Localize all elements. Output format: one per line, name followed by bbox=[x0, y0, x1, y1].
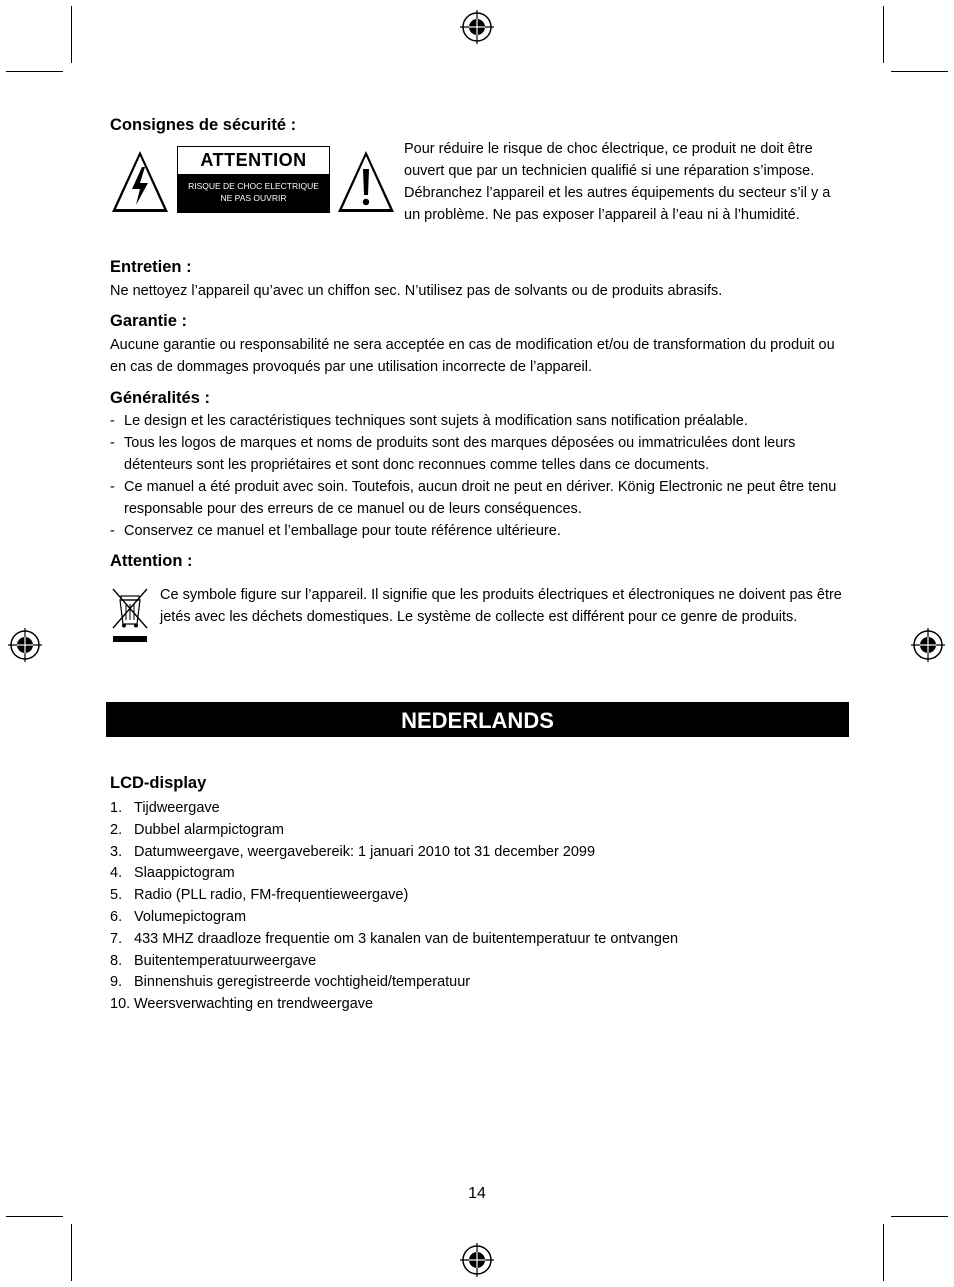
registration-mark-icon bbox=[8, 628, 42, 662]
list-bullet: - bbox=[110, 435, 115, 451]
page-number: 14 bbox=[468, 1185, 486, 1202]
list-item-text: Radio (PLL radio, FM-frequentieweergave) bbox=[134, 887, 409, 904]
entretien-text: Ne nettoyez l’appareil qu’avec un chiffon sec. N’utilisez pas de solvants ou de produits abrasifs. bbox=[110, 283, 723, 299]
attention-label-warning bbox=[178, 174, 329, 212]
list-item-text: Datumweergave, weergavebereik: 1 januari 2010 tot 31 december 2099 bbox=[134, 843, 596, 860]
list-item bbox=[110, 994, 678, 1016]
list-item bbox=[110, 972, 678, 994]
list-item-text: 433 MHZ draadloze frequentie om 3 kanalen van de buitentemperatuur te ontvangen bbox=[134, 930, 679, 947]
list-item bbox=[110, 520, 850, 542]
crop-mark bbox=[6, 1216, 63, 1217]
list-item-text: Slaappictogram bbox=[134, 865, 235, 882]
weee-bin-icon bbox=[110, 586, 150, 646]
list-number: 7. bbox=[110, 930, 123, 947]
crop-mark bbox=[891, 1216, 948, 1217]
crop-mark bbox=[883, 6, 884, 63]
list-number: 8. bbox=[110, 952, 123, 969]
crop-mark bbox=[883, 1224, 884, 1281]
safety-heading: Consignes de sécurité : bbox=[110, 116, 297, 134]
list-item bbox=[110, 842, 678, 864]
list-bullet: - bbox=[110, 523, 115, 539]
list-item-text: Dubbel alarmpictogram bbox=[134, 821, 284, 838]
registration-mark-icon bbox=[911, 628, 945, 662]
list-number: 3. bbox=[110, 843, 123, 860]
list-item-text: Conservez ce manuel et l’emballage pour toute référence ultérieure. bbox=[124, 523, 561, 539]
list-item bbox=[110, 476, 850, 520]
list-item-text: Le design et les caractéristiques techniques sont sujets à modification sans notification préalable. bbox=[124, 413, 748, 429]
list-item bbox=[110, 929, 678, 951]
safety-text: Pour réduire le risque de choc électrique, ce produit ne doit être ouvert que par un technicien qualifié si une réparation s’impose. Débranchez l’appareil et les autres équipements du secteur s’il y a un problème. Ne pas exposer l’appareil à l’eau ni à l’humidité. bbox=[404, 141, 831, 223]
garantie-heading: Garantie : bbox=[110, 312, 188, 330]
list-number: 1. bbox=[110, 800, 123, 816]
registration-mark-icon bbox=[460, 1243, 494, 1277]
lcd-heading: LCD-display bbox=[110, 774, 207, 792]
list-item-text: Buitentemperatuurweergave bbox=[134, 952, 317, 969]
list-number: 9. bbox=[110, 974, 123, 991]
garantie-text: Aucune garantie ou responsabilité ne sera acceptée en cas de modification et/ou de transformation du produit ou en cas de dommages provoqués par une utilisation incorrecte de l’appareil. bbox=[110, 337, 835, 375]
attention-label-line: NE PAS OUVRIR bbox=[220, 193, 287, 203]
attention-label-line: RISQUE DE CHOC ELECTRIQUE bbox=[188, 181, 319, 191]
list-item-text: Binnenshuis geregistreerde vochtigheid/temperatuur bbox=[134, 974, 471, 991]
list-number: 5. bbox=[110, 887, 123, 904]
registration-mark-icon bbox=[460, 10, 494, 44]
list-item-text: Tous les logos de marques et noms de produits sont des marques déposées ou immatriculées dont leurs détenteurs sont les propriétaires et sont donc reconnues comme telles dans ce documents. bbox=[124, 435, 796, 473]
crop-mark bbox=[71, 1224, 72, 1281]
crop-mark bbox=[6, 71, 63, 72]
generalites-list bbox=[110, 410, 850, 542]
attention-heading: Attention : bbox=[110, 552, 193, 570]
list-number: 4. bbox=[110, 865, 123, 882]
list-item bbox=[110, 410, 850, 432]
list-item bbox=[110, 820, 678, 842]
entretien-heading: Entretien : bbox=[110, 258, 192, 276]
list-item-text: Weersverwachting en trendweergave bbox=[134, 996, 374, 1013]
attention-label-title: ATTENTION bbox=[178, 147, 329, 174]
crop-mark bbox=[891, 71, 948, 72]
list-bullet: - bbox=[110, 479, 115, 495]
attention-text: Ce symbole figure sur l’appareil. Il signifie que les produits électriques et électroniques ne doivent pas être jetés avec les déchets domestiques. Le système de collecte est différent pour ce genre de produits. bbox=[160, 587, 842, 625]
generalites-heading: Généralités : bbox=[110, 389, 210, 407]
list-item-text: Volumepictogram bbox=[134, 908, 247, 925]
exclamation-warning-icon bbox=[336, 149, 396, 214]
list-item bbox=[110, 432, 850, 476]
list-number: 10. bbox=[110, 996, 131, 1013]
list-item bbox=[110, 798, 678, 820]
list-item bbox=[110, 863, 678, 885]
list-number: 6. bbox=[110, 908, 123, 925]
section-banner: NEDERLANDS bbox=[106, 702, 849, 737]
crop-mark bbox=[71, 6, 72, 63]
attention-label bbox=[177, 146, 330, 213]
lightning-warning-icon bbox=[110, 149, 170, 214]
list-item-text: Tijdweergave bbox=[134, 800, 220, 816]
list-item bbox=[110, 885, 678, 907]
list-bullet: - bbox=[110, 413, 115, 429]
list-item bbox=[110, 951, 678, 973]
lcd-list bbox=[110, 798, 678, 1016]
list-number: 2. bbox=[110, 821, 123, 838]
list-item bbox=[110, 907, 678, 929]
list-item-text: Ce manuel a été produit avec soin. Toutefois, aucun droit ne peut en dériver. König Electronic ne peut être tenu responsable pour des erreurs de ce manuel ou de leurs conséquences. bbox=[124, 479, 837, 517]
